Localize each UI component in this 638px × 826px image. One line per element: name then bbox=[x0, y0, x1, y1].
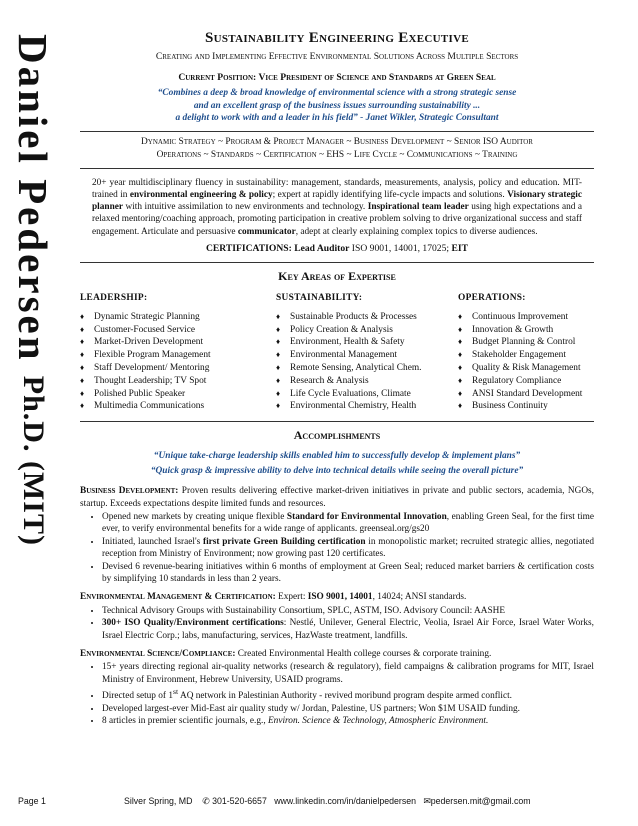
block-lead: Environmental Science/Compliance: bbox=[80, 649, 236, 660]
divider bbox=[80, 131, 594, 132]
quote-line-3: a delight to work with and a leader in his field” bbox=[175, 113, 358, 123]
quote-line-1: “Combines a deep & broad knowledge of environmental science with a strong strategic sense bbox=[157, 88, 517, 98]
header-quote bbox=[80, 87, 594, 125]
summary-text: ; expert at rapidly identifying life-cycle impacts and solutions. bbox=[272, 189, 508, 200]
summary-text: using high expectations and a relaxed mentoring/coaching approach, promoting participation in creative problem solving to drive organizational success and staff engagement. Articulate and persuasive bbox=[92, 202, 582, 237]
resume-title: Sustainability Engineering Executive bbox=[204, 30, 470, 46]
list-item: • 8 articles in premier scientific journals, e.g., Environ. Science & Technology, Atmospheric Environment. bbox=[102, 715, 594, 727]
expertise-heading: Key Areas of Expertise bbox=[80, 262, 594, 284]
resume-main bbox=[80, 30, 594, 728]
list-item: ♦ Business Continuity bbox=[458, 400, 608, 413]
page-number: Page 1 bbox=[18, 796, 46, 806]
environmental-management-block: Environmental Management & Certification: Expert: ISO 9001, 14001, 14024; ANSI standards. • Technical Advisory Groups with Sustainability Consortium, SPLC, ASTM, ISO. Advisory Council: AASHE • 300+ ISO Quality/Environment certifications: Nestlé, Unilever, General Electric, Veolia, Israel Air Force, Israel Water Works, Israel Electric Corp.; labs, manufacturing, services, HazWaste treatment, landfills. bbox=[80, 591, 594, 642]
list-item: ♦ Flexible Program Management bbox=[80, 349, 276, 362]
summary-paragraph bbox=[92, 177, 582, 238]
summary-text: 20+ year multidisciplinary fluency in sustainability: management, standards, measurements, analysis, policy and education. MIT-trained in bbox=[92, 177, 582, 200]
certifications-label: CERTIFICATIONS: Lead Auditor bbox=[205, 242, 350, 254]
list-item: ♦ Dynamic Strategic Planning bbox=[80, 311, 276, 324]
summary-bold: Visionary strategic planner bbox=[92, 189, 582, 213]
quote-author: - Janet Wikler, Strategic Consultant bbox=[357, 113, 499, 123]
list-item: ♦ Market-Driven Development bbox=[80, 336, 276, 349]
block-text: Proven results delivering effective market-driven initiatives in private and public sectors, academia, NGOs, startup. Exceeds expectations despite limited funds and resources. bbox=[80, 486, 594, 509]
linkedin-link[interactable]: www.linkedin.com/in/danielpedersen bbox=[274, 796, 417, 806]
phone-number[interactable]: 301-520-6657 bbox=[212, 796, 267, 806]
list-item: ♦ Thought Leadership; TV Spot bbox=[80, 375, 276, 388]
list-item: ♦ Remote Sensing, Analytical Chem. bbox=[276, 362, 458, 375]
list-item: ♦ Multimedia Communications bbox=[80, 400, 276, 413]
list-item: ♦ ANSI Standard Development bbox=[458, 388, 608, 401]
column-title: OPERATIONS: bbox=[458, 292, 526, 303]
list-item: ♦ Environmental Chemistry, Health bbox=[276, 400, 458, 413]
list-item: • Initiated, launched Israel's first private Green Building certification in monopolistic market; recruited strategic allies, negotiated reception from Ministry of Environment; now growing past 120 certificates. bbox=[102, 536, 594, 561]
column-title: LEADERSHIP: bbox=[80, 292, 148, 303]
certifications-line bbox=[80, 243, 594, 254]
candidate-credential: Ph.D. (MIT) bbox=[17, 375, 50, 546]
list-item: • Devised 6 revenue-bearing initiatives within 6 months of employment at Green Seal; reduced market barriers & certification costs by simplifying 10 standards in less than 2 years. bbox=[102, 561, 594, 586]
expertise-column-leadership bbox=[80, 292, 276, 413]
summary-text: , adept at clearly explaining complex topics to diverse audiences. bbox=[295, 226, 538, 237]
certifications-eit: EIT bbox=[451, 242, 469, 254]
skills-line-2: Operations ~ Standards ~ Certification ~ EHS ~ Life Cycle ~ Communications ~ Training bbox=[156, 149, 518, 160]
accomplishments-heading: Accomplishments bbox=[80, 421, 594, 443]
skills-line-1: Dynamic Strategy ~ Program & Project Manager ~ Business Development ~ Senior ISO Auditor bbox=[141, 136, 533, 147]
summary-bold: communicator bbox=[237, 226, 296, 237]
column-title: SUSTAINABILITY: bbox=[276, 292, 363, 303]
certifications-iso: ISO 9001, 14001, 17025; bbox=[349, 242, 452, 254]
environmental-science-block bbox=[80, 648, 594, 728]
email-icon: ✉ bbox=[423, 796, 431, 806]
block-lead: Business Development: bbox=[80, 486, 179, 497]
list-item: ♦ Customer-Focused Service bbox=[80, 324, 276, 337]
expertise-columns bbox=[80, 292, 594, 413]
expertise-column-sustainability bbox=[276, 292, 458, 413]
location: Silver Spring, MD bbox=[124, 796, 193, 806]
sidebar-name bbox=[8, 34, 58, 804]
skills-banner bbox=[80, 136, 594, 162]
list-item: ♦ Staff Development/ Mentoring bbox=[80, 362, 276, 375]
divider bbox=[80, 168, 594, 169]
current-position: Current Position: Vice President of Science and Standards at Green Seal bbox=[178, 72, 496, 83]
quote-line-2: and an excellent grasp of the business issues surrounding sustainability ... bbox=[193, 100, 481, 111]
list-item: ♦ Innovation & Growth bbox=[458, 324, 608, 337]
expertise-column-operations bbox=[458, 292, 608, 413]
email-link[interactable]: pedersen.mit@gmail.com bbox=[430, 796, 531, 806]
summary-bold: Inspirational team leader bbox=[367, 202, 469, 213]
list-item: • 300+ ISO Quality/Environment certifications: Nestlé, Unilever, General Electric, Veolia, Israel Air Force, Israel Water Works, Israel Electric Corp.; labs, manufacturing, services, HazWaste treatment, landfills. bbox=[102, 617, 594, 642]
candidate-name: Daniel Pedersen bbox=[10, 34, 56, 363]
list-item: • Developed largest-ever Mid-East air quality study w/ Jordan, Palestine, US partners; Won $1M USAID funding. bbox=[102, 703, 594, 715]
contact-line bbox=[124, 796, 531, 807]
list-item: • Technical Advisory Groups with Sustainability Consortium, SPLC, ASTM, ISO. Advisory Council: AASHE bbox=[102, 605, 594, 617]
list-item: ♦ Polished Public Speaker bbox=[80, 388, 276, 401]
list-item: ♦ Life Cycle Evaluations, Climate bbox=[276, 388, 458, 401]
list-item: ♦ Policy Creation & Analysis bbox=[276, 324, 458, 337]
phone-icon: ✆ bbox=[202, 796, 210, 806]
list-item: ♦ Regulatory Compliance bbox=[458, 375, 608, 388]
list-item: ♦ Continuous Improvement bbox=[458, 311, 608, 324]
summary-text: with intuitive assimilation to new environments and technology. bbox=[123, 202, 368, 213]
block-text: Created Environmental Health college courses & corporate training. bbox=[235, 649, 492, 660]
business-development-block bbox=[80, 485, 594, 585]
list-item: ♦ Research & Analysis bbox=[276, 375, 458, 388]
accomplishments-quote-2: “Quick grasp & impressive ability to delve into technical details while seeing the overall picture” bbox=[150, 466, 524, 477]
list-item: • Directed setup of 1st AQ network in Palestinian Authority - revived moribund program despite armed conflict. bbox=[102, 686, 594, 703]
list-item: ♦ Stakeholder Engagement bbox=[458, 349, 608, 362]
accomplishments-quotes bbox=[80, 449, 594, 479]
block-lead: Environmental Management & Certification: bbox=[80, 592, 276, 603]
list-item: • Opened new markets by creating unique flexible Standard for Environmental Innovation, enabling Green Seal, for the first time ever, to verify environmental benefits for a wide range of applicants. greenseal.org/gs20 bbox=[102, 511, 594, 536]
list-item: ♦ Environmental Management bbox=[276, 349, 458, 362]
list-item: ♦ Quality & Risk Management bbox=[458, 362, 608, 375]
list-item: ♦ Budget Planning & Control bbox=[458, 336, 608, 349]
resume-subtitle: Creating and Implementing Effective Environmental Solutions Across Multiple Sectors bbox=[155, 51, 519, 62]
list-item: • 15+ years directing regional air-quality networks (research & regulatory), field campaigns & calibration programs for MIT, Israel Ministry of Environment, Hebrew University, USAID programs. bbox=[102, 661, 594, 686]
summary-bold: environmental engineering & policy bbox=[129, 189, 273, 200]
list-item: ♦ Environment, Health & Safety bbox=[276, 336, 458, 349]
accomplishments-quote-1: “Unique take-charge leadership skills enabled him to successfully develop & implement plans” bbox=[153, 451, 521, 462]
list-item: ♦ Sustainable Products & Processes bbox=[276, 311, 458, 324]
